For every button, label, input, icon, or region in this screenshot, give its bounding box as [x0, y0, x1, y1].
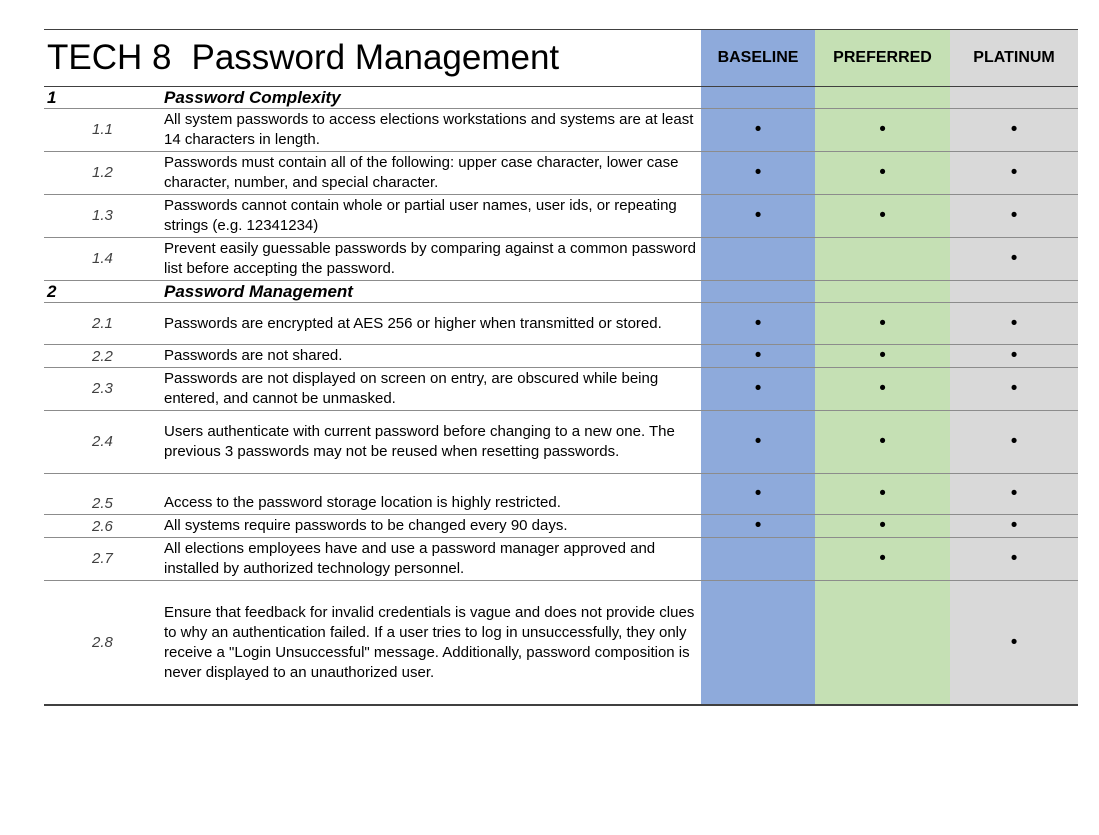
title-code: TECH 8 [47, 38, 172, 77]
baseline-bullet: • [754, 119, 762, 140]
platinum-cell [950, 345, 1078, 368]
preferred-bullet: • [879, 119, 886, 140]
preferred-bullet: • [879, 312, 886, 334]
page-title [44, 30, 701, 87]
requirement-row [44, 238, 1078, 281]
requirement-id: 1.4 [44, 238, 162, 281]
platinum-cell [950, 303, 1078, 345]
requirement-id: 2.7 [44, 538, 162, 581]
platinum-cell [950, 281, 1078, 303]
preferred-cell [815, 303, 950, 345]
preferred-cell [815, 87, 950, 109]
platinum-bullet: • [1010, 431, 1018, 452]
requirement-row [44, 515, 1078, 538]
baseline-bullet: • [754, 431, 762, 452]
table-body [44, 30, 1078, 706]
platinum-cell [950, 109, 1078, 152]
requirement-id: 2.4 [44, 411, 162, 474]
requirement-row [44, 538, 1078, 581]
baseline-cell [701, 411, 815, 474]
requirement-id: 1.1 [44, 109, 162, 152]
platinum-cell [950, 515, 1078, 538]
platinum-bullet: • [1010, 312, 1018, 334]
requirement-id: 1.2 [44, 152, 162, 195]
requirement-id: 2.8 [44, 581, 162, 706]
platinum-cell [950, 152, 1078, 195]
platinum-cell [950, 195, 1078, 238]
preferred-bullet: • [879, 483, 886, 504]
requirement-text: Passwords cannot contain whole or partial user names, user ids, or repeating strings (e.g. 12341234) [162, 195, 701, 238]
requirement-id: 2.5 [44, 474, 162, 515]
section-number: 1 [44, 87, 162, 109]
preferred-bullet: • [879, 345, 886, 366]
preferred-bullet: • [879, 162, 886, 183]
platinum-bullet: • [1010, 162, 1018, 183]
preferred-bullet: • [879, 205, 886, 226]
baseline-bullet: • [754, 312, 762, 334]
requirement-row [44, 581, 1078, 706]
section-number: 2 [44, 281, 162, 303]
baseline-cell [701, 515, 815, 538]
platinum-cell [950, 87, 1078, 109]
requirement-text: Users authenticate with current password before changing to a new one. The previous 3 passwords may not be reused when resetting passwords. [162, 411, 701, 474]
platinum-cell [950, 368, 1078, 411]
requirement-row [44, 303, 1078, 345]
preferred-cell [815, 538, 950, 581]
platinum-bullet: • [1010, 378, 1018, 399]
requirement-text: All systems require passwords to be changed every 90 days. [162, 515, 701, 538]
baseline-cell [701, 281, 815, 303]
baseline-bullet: • [754, 162, 762, 183]
level-header-platinum: PLATINUM [950, 30, 1078, 87]
requirement-id: 2.3 [44, 368, 162, 411]
platinum-cell [950, 474, 1078, 515]
baseline-bullet: • [754, 345, 762, 366]
requirements-table-container [44, 29, 1078, 706]
requirement-text: Passwords are encrypted at AES 256 or higher when transmitted or stored. [162, 303, 701, 345]
section-row [44, 87, 1078, 109]
baseline-bullet: • [754, 205, 762, 226]
level-header-baseline: BASELINE [701, 30, 815, 87]
section-title: Password Complexity [162, 87, 701, 109]
requirement-text: Ensure that feedback for invalid credentials is vague and does not provide clues to why an authentication failed. If a user tries to log in unsuccessfully, they only receive a "Login Unsuccessful" message. Additionally, password composition is never displayed to an unauthorized user. [162, 581, 701, 706]
preferred-bullet: • [879, 378, 886, 399]
requirement-row [44, 368, 1078, 411]
requirement-text: Prevent easily guessable passwords by comparing against a common password list before accepting the password. [162, 238, 701, 281]
baseline-cell [701, 474, 815, 515]
platinum-bullet: • [1010, 483, 1018, 504]
requirement-text: Passwords must contain all of the following: upper case character, lower case character, number, and special character. [162, 152, 701, 195]
preferred-cell [815, 515, 950, 538]
baseline-cell [701, 109, 815, 152]
baseline-cell [701, 368, 815, 411]
platinum-bullet: • [1010, 248, 1018, 269]
preferred-cell [815, 345, 950, 368]
requirement-id: 2.6 [44, 515, 162, 538]
baseline-cell [701, 238, 815, 281]
preferred-cell [815, 474, 950, 515]
requirement-text: Passwords are not displayed on screen on entry, are obscured while being entered, and cannot be unmasked. [162, 368, 701, 411]
level-header-preferred: PREFERRED [815, 30, 950, 87]
title-text: Password Management [191, 38, 560, 77]
requirement-id: 2.1 [44, 303, 162, 345]
requirement-row [44, 152, 1078, 195]
requirement-row [44, 411, 1078, 474]
requirements-table [44, 29, 1078, 706]
header-row [44, 30, 1078, 87]
platinum-cell [950, 238, 1078, 281]
platinum-bullet: • [1010, 119, 1018, 140]
platinum-cell [950, 581, 1078, 706]
baseline-cell [701, 152, 815, 195]
requirement-text: Access to the password storage location is highly restricted. [162, 474, 701, 515]
platinum-bullet: • [1010, 631, 1018, 653]
requirement-row [44, 474, 1078, 515]
platinum-bullet: • [1010, 345, 1018, 366]
requirement-row [44, 195, 1078, 238]
baseline-bullet: • [754, 378, 762, 399]
platinum-bullet: • [1010, 548, 1018, 569]
preferred-cell [815, 109, 950, 152]
requirement-row [44, 345, 1078, 368]
preferred-bullet: • [879, 515, 886, 536]
preferred-cell [815, 581, 950, 706]
baseline-cell [701, 87, 815, 109]
preferred-bullet: • [879, 431, 886, 452]
preferred-cell [815, 195, 950, 238]
preferred-cell [815, 238, 950, 281]
requirement-text: All system passwords to access elections workstations and systems are at least 14 characters in length. [162, 109, 701, 152]
requirement-row [44, 109, 1078, 152]
requirement-id: 2.2 [44, 345, 162, 368]
platinum-bullet: • [1010, 205, 1018, 226]
preferred-cell [815, 411, 950, 474]
requirement-text: All elections employees have and use a password manager approved and installed by authorized technology personnel. [162, 538, 701, 581]
baseline-cell [701, 538, 815, 581]
platinum-cell [950, 538, 1078, 581]
baseline-bullet: • [754, 515, 762, 536]
baseline-cell [701, 303, 815, 345]
platinum-cell [950, 411, 1078, 474]
requirement-text: Passwords are not shared. [162, 345, 701, 368]
preferred-cell [815, 368, 950, 411]
preferred-cell [815, 281, 950, 303]
preferred-cell [815, 152, 950, 195]
section-title: Password Management [162, 281, 701, 303]
baseline-cell [701, 581, 815, 706]
baseline-cell [701, 195, 815, 238]
section-row [44, 281, 1078, 303]
preferred-bullet: • [879, 548, 886, 569]
baseline-cell [701, 345, 815, 368]
platinum-bullet: • [1010, 515, 1018, 536]
baseline-bullet: • [754, 483, 762, 504]
requirement-id: 1.3 [44, 195, 162, 238]
